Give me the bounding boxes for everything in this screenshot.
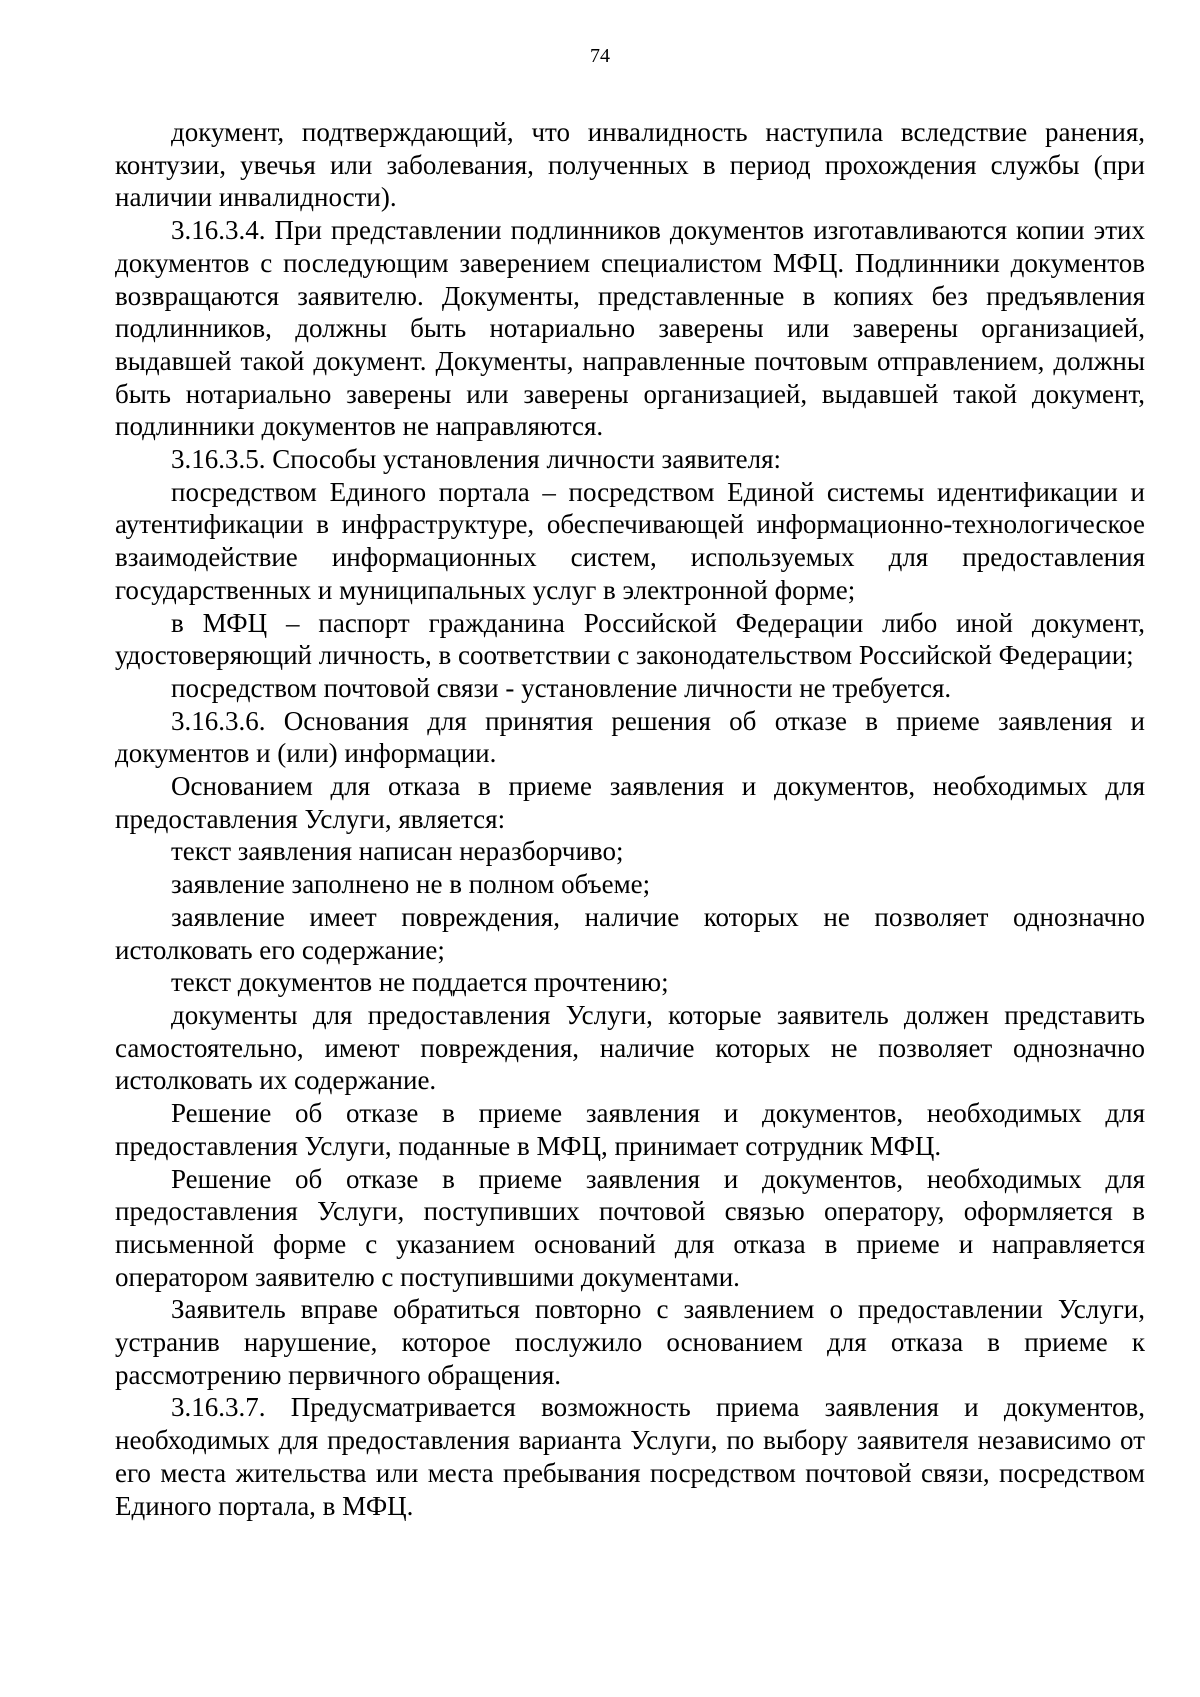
paragraph-disability-document: документ, подтверждающий, что инвалидность наступила вследствие ранения, контузии, увечья или заболевания, полученных в период прохождения службы (при наличии инвалидности). (115, 117, 1145, 213)
paragraph-3-16-3-5: 3.16.3.5. Способы установления личности заявителя: (171, 444, 782, 475)
paragraph-3-16-3-4: 3.16.3.4. При представлении подлинников документов изготавливаются копии этих документов с последующим заверением специалистом МФЦ. Подлинники документов возвращаются заявителю. Документы, представленные в копиях без предъявления подлинников, должны быть нотариально заверены или заверены организацией, выдавшей такой документ. Документы, направленные почтовым отправлением, должны быть нотариально заверены или заверены организацией, выдавшей такой документ, подлинники документов не направляются. (115, 215, 1145, 442)
paragraph-3-16-3-6: 3.16.3.6. Основания для принятия решения об отказе в приеме заявления и документов и (или) информации. (115, 705, 1145, 769)
list-item-unreadable-documents: текст документов не поддается прочтению; (171, 967, 669, 998)
list-item-illegible: текст заявления написан неразборчиво; (171, 836, 624, 867)
paragraph-refusal-post: Решение об отказе в приеме заявления и документов, необходимых для предоставления Услуги, поступивших почтовой связью оператору, оформляется в письменной форме с указанием оснований для отказа в приеме и направляется оператором заявителю с поступившими документами. (115, 1163, 1145, 1292)
paragraph-identity-post: посредством почтовой связи - установление личности не требуется. (171, 672, 952, 703)
paragraph-3-16-3-7: 3.16.3.7. Предусматривается возможность приема заявления и документов, необходимых для предоставления варианта Услуги, по выбору заявителя независимо от его места жительства или места пребывания посредством почтовой связи, посредством Единого портала, в МФЦ. (115, 1392, 1145, 1521)
list-item-damaged-application: заявление имеет повреждения, наличие которых не позволяет однозначно истолковать его содержание; (115, 901, 1145, 965)
list-item-incomplete: заявление заполнено не в полном объеме; (171, 869, 651, 900)
document-body (115, 116, 1145, 1522)
paragraph-reapply: Заявитель вправе обратиться повторно с заявлением о предоставлении Услуги, устранив нарушение, которое послужило основанием для отказа в приеме к рассмотрению первичного обращения. (115, 1294, 1145, 1390)
page-number: 74 (590, 45, 610, 67)
paragraph-identity-mfc: в МФЦ – паспорт гражданина Российской Федерации либо иной документ, удостоверяющий личность, в соответствии с законодательством Российской Федерации; (115, 607, 1145, 671)
paragraph-refusal-grounds: Основанием для отказа в приеме заявления и документов, необходимых для предоставления Услуги, является: (115, 771, 1145, 834)
list-item-damaged-documents: документы для предоставления Услуги, которые заявитель должен представить самостоятельно, имеют повреждения, наличие которых не позволяет однозначно истолковать их содержание. (115, 999, 1145, 1096)
paragraph-identity-portal: посредством Единого портала – посредством Единой системы идентификации и аутентификации в инфраструктуре, обеспечивающей информационно-технологическое взаимодействие информационных систем, используемых для предоставления государственных и муниципальных услуг в электронной форме; (115, 476, 1145, 605)
paragraph-refusal-mfc: Решение об отказе в приеме заявления и документов, необходимых для предоставления Услуги, поданные в МФЦ, принимает сотрудник МФЦ. (115, 1098, 1145, 1161)
